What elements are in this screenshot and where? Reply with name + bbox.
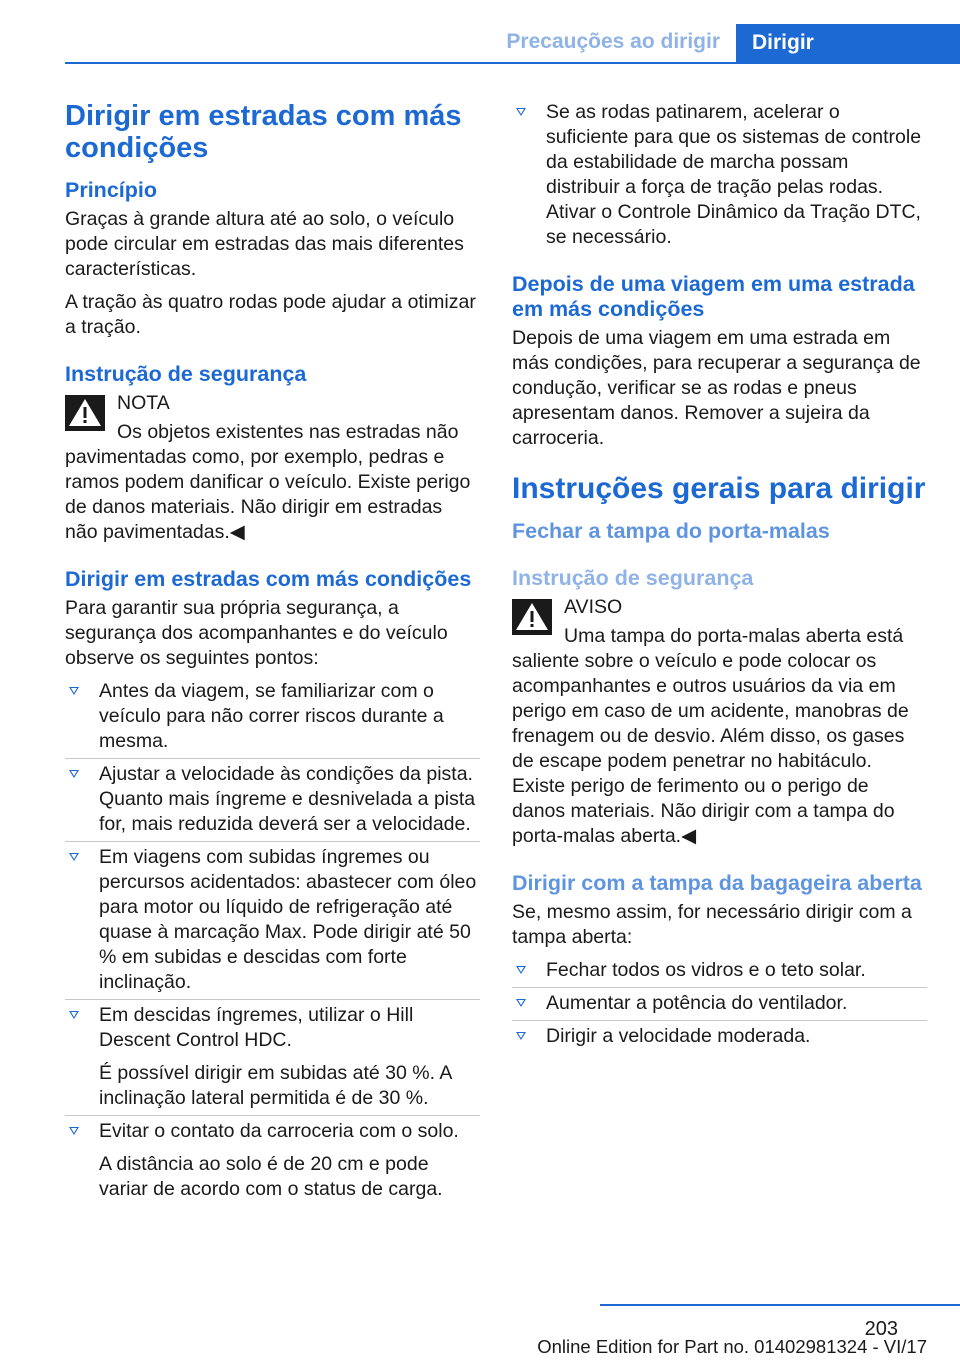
list-item-text: Fechar todos os vidros e o teto solar. — [546, 959, 866, 981]
list-item-text: Em descidas íngremes, utilizar o Hill Descent Control HDC. — [99, 1004, 414, 1051]
warning-text: Uma tampa do porta-malas aberta está saliente sobre o veículo e pode colocar os acompanhantes e outros usuários da via em perigo em caso de um acidente, manobras de frenagem ou de desvio. Além disso, os gases de escape podem penetrar no habitáculo. Existe perigo de ferimento ou o perigo de danos materiais. Não dirigir com a tampa do porta-malas aberta.◀ — [512, 625, 909, 847]
note-text: Os objetos existentes nas estradas não pavimentadas como, por exemplo, pedras e ramos podem danificar o veículo. Existe perigo de danos materiais. Não dirigir em estradas não pavimentadas.◀ — [65, 421, 471, 543]
header-rule — [65, 62, 960, 64]
trunk-heading: Fechar a tampa do porta-malas — [512, 519, 830, 543]
warning-icon — [512, 599, 552, 635]
continued-list — [512, 100, 927, 250]
bullet-triangle-icon — [69, 853, 79, 861]
note-box — [65, 391, 480, 545]
left-column — [65, 100, 480, 1210]
warning-icon — [65, 395, 105, 431]
warning-box — [512, 595, 927, 849]
driving-intro: Para garantir sua própria segurança, a segurança dos acompanhantes e do veículo observe os seguintes pontos: — [65, 597, 448, 669]
list-item — [65, 679, 480, 754]
list-item — [65, 845, 480, 995]
footer-rule — [600, 1304, 960, 1306]
list-item-text: Ajustar a velocidade às condições da pista. Quanto mais íngreme e desnivelada a pista for, mais reduzida deverá ser a velocidade. — [99, 763, 476, 835]
driving-heading: Dirigir em estradas com más condições — [65, 567, 472, 591]
bullet-triangle-icon — [69, 687, 79, 695]
list-item — [512, 991, 927, 1016]
general-instructions-title: Instruções gerais para dirigir — [512, 472, 926, 505]
after-trip-heading: Depois de uma viagem em uma estrada em más condições — [512, 272, 915, 321]
right-column — [512, 100, 927, 1057]
list-item — [512, 958, 927, 983]
section-title: Dirigir em estradas com más condições — [65, 100, 462, 164]
list-item-subtext: A distância ao solo é de 20 cm e pode variar de acordo com o status de carga. — [99, 1153, 443, 1200]
bullet-triangle-icon — [69, 1011, 79, 1019]
principle-paragraph-1: Graças à grande altura até ao solo, o veículo pode circular em estradas das mais diferentes características. — [65, 208, 464, 280]
after-trip-text: Depois de uma viagem em uma estrada em más condições, para recuperar a segurança de condução, verificar se as rodas e pneus apresentam danos. Remover a sujeira da carroceria. — [512, 327, 921, 449]
page-number: 203 — [864, 1318, 898, 1340]
warning-title: AVISO — [564, 596, 623, 618]
note-title: NOTA — [117, 392, 170, 414]
list-item — [512, 100, 927, 250]
running-header-section: Precauções ao dirigir — [506, 30, 720, 53]
open-trunk-heading: Dirigir com a tampa da bagageira aberta — [512, 871, 922, 895]
list-item-text: Se as rodas patinarem, acelerar o suficiente para que os sistemas de controle da estabilidade de marcha possam distribuir a força de tração pelas rodas. Ativar o Controle Dinâmico da Tração DTC, se necessário. — [546, 101, 922, 248]
bullet-triangle-icon — [516, 108, 526, 116]
list-item-text: Antes da viagem, se familiarizar com o veículo para não correr riscos durante a mesma. — [99, 680, 444, 752]
edition-note: Online Edition for Part no. 01402981324 - VI/17 — [537, 1336, 927, 1357]
safety-heading: Instrução de segurança — [65, 362, 307, 386]
list-item-text: Evitar o contato da carroceria com o solo. — [99, 1120, 459, 1142]
principle-heading: Princípio — [65, 178, 157, 202]
bullet-triangle-icon — [516, 999, 526, 1007]
driving-list — [65, 679, 480, 1202]
bullet-triangle-icon — [69, 770, 79, 778]
bullet-triangle-icon — [516, 1032, 526, 1040]
list-item — [65, 1119, 480, 1202]
running-header-chapter: Dirigir — [736, 24, 960, 64]
list-item — [512, 1024, 927, 1049]
bullet-triangle-icon — [69, 1127, 79, 1135]
list-item-subtext: É possível dirigir em subidas até 30 %. A inclinação lateral permitida é de 30 %. — [99, 1062, 452, 1109]
list-item — [65, 1003, 480, 1111]
list-item-text: Aumentar a potência do ventilador. — [546, 992, 848, 1014]
list-item — [65, 762, 480, 837]
trunk-safety-heading: Instrução de segurança — [512, 566, 754, 590]
principle-paragraph-2: A tração às quatro rodas pode ajudar a otimizar a tração. — [65, 291, 476, 338]
open-trunk-list — [512, 958, 927, 1049]
open-trunk-intro: Se, mesmo assim, for necessário dirigir com a tampa aberta: — [512, 901, 912, 948]
bullet-triangle-icon — [516, 966, 526, 974]
list-item-text: Em viagens com subidas íngremes ou percursos acidentados: abastecer com óleo para motor ou líquido de refrigeração até quase à marcação Max. Pode dirigir até 50 % em subidas e descidas com forte inclinação. — [99, 846, 477, 993]
list-item-text: Dirigir a velocidade moderada. — [546, 1025, 811, 1047]
